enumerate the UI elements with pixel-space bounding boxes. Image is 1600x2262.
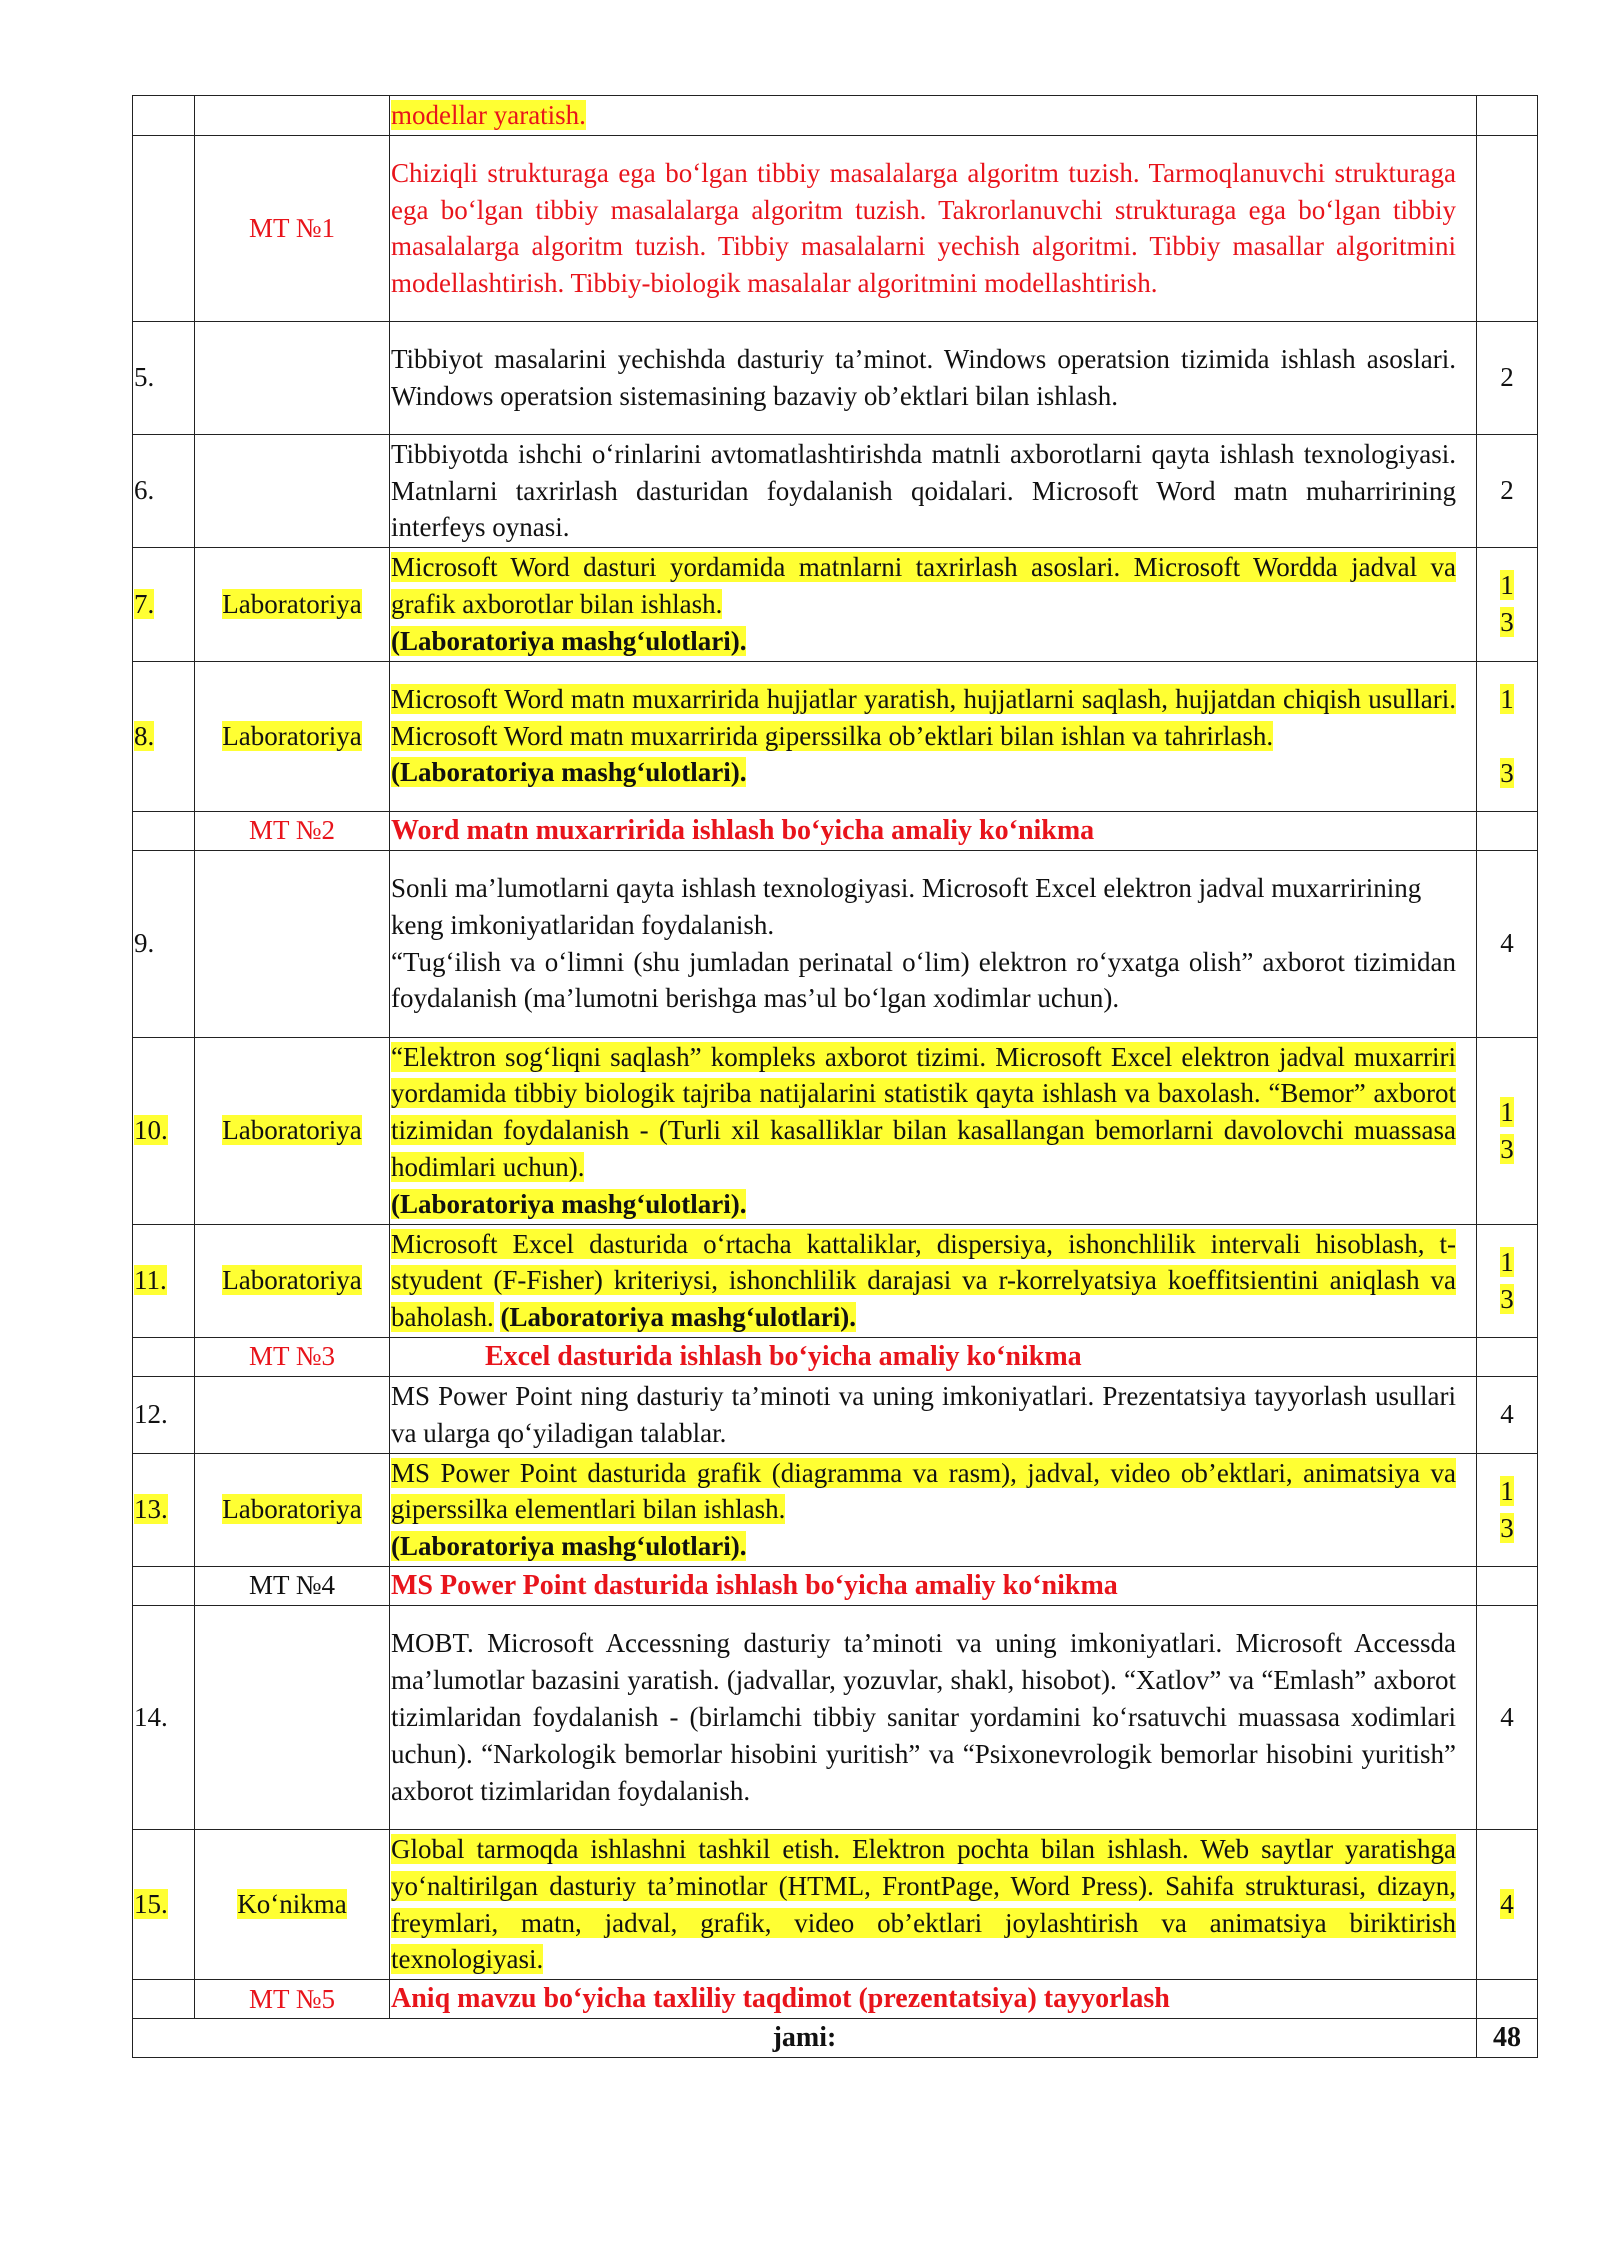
description-cell: MS Power Point ning dasturiy ta’minoti va uning imkoniyatlari. Prezentatsiya tayyorlash usullari va ularga qo‘yiladigan talablar. xyxy=(390,1376,1477,1453)
table-row xyxy=(133,1376,1538,1453)
type-cell xyxy=(195,661,390,811)
description-text: Global tarmoqda ishlashni tashkil etish. Elektron pochta bilan ishlash. Web saytlar yaratishga yo‘naltirilgan dasturiy ta’minotlar (HTML, FrontPage, Word Press). Sahifa strukturasi, dizayn, freymlari, matn, jadval, grafik, video ob’ektlari joylashtirish va animatsiya biriktirish texnologiyasi. xyxy=(391,1833,1456,1975)
type-cell xyxy=(195,548,390,661)
hours-cell xyxy=(1477,135,1538,321)
hours-cell: 4 xyxy=(1477,1605,1538,1829)
description-text: “Elektron sog‘liqni saqlash” kompleks axborot tizimi. Microsoft Excel elektron jadval muxarriri yordamida tibbiy biologik tajriba natijalarini statistik qayta ishlash va baxolash. “Bemor” axborot tizimidan foydalanish - (Turli xil kasalliklar bilan kasallangan bemorlarni davolovchi muassasa hodimlari uchun). xyxy=(391,1041,1456,1182)
description-cell xyxy=(390,135,1477,321)
total-label: jami: xyxy=(133,2019,1477,2058)
total-row xyxy=(133,2019,1538,2058)
table-row xyxy=(133,135,1538,321)
table-row xyxy=(133,321,1538,434)
hours-top: 1 xyxy=(1500,1246,1514,1277)
type-cell xyxy=(195,434,390,547)
table-row xyxy=(133,1605,1538,1829)
table-row xyxy=(133,1453,1538,1566)
type-cell: MT №4 xyxy=(195,1566,390,1605)
hours-value: 4 xyxy=(1500,1889,1514,1920)
hours-cell xyxy=(1477,1337,1538,1376)
type-cell xyxy=(195,1224,390,1337)
type-cell xyxy=(195,1376,390,1453)
num-cell: 14. xyxy=(133,1605,195,1829)
curriculum-table xyxy=(132,95,1538,2058)
table-row xyxy=(133,1224,1538,1337)
description-text: Chiziqli strukturaga ega bo‘lgan tibbiy masalalarga algoritm tuzish. Tarmoqlanuvchi strukturaga ega bo‘lgan tibbiy masalalarga algoritm tuzish. Takrorlanuvchi strukturaga ega bo‘lgan tibbiy masalalarga algoritm tuzish. Tibbiy masalalarni yechish algoritmi. Tibbiy masallar algoritmini modellashtirish. Tibbiy-biologik masalalar algoritmini modellashtirish. xyxy=(391,157,1456,299)
hours-top: 1 xyxy=(1500,570,1514,601)
row-number: 10. xyxy=(134,1115,168,1146)
lab-note: (Laboratoriya mashg‘ulotlari). xyxy=(391,757,747,788)
description-cell: MOBT. Microsoft Accessning dasturiy ta’minoti va uning imkoniyatlari. Microsoft Accessda ma’lumotlar bazasini yaratish. (jadvallar, yozuvlar, shakl, hisobot). “Xatlov” va “Emlash” axborot tizimlaridan foydalanish - (birlamchi tibbiy sanitar yordamini ko‘rsatuvchi muassasa xodimlari uchun). “Narkologik bemorlar hisobini yuritish” va “Psixonevrologik bemorlar hisobini yuritish” axborot tizimlaridan foydalanish. xyxy=(390,1605,1477,1829)
lab-note: (Laboratoriya mashg‘ulotlari). xyxy=(500,1302,856,1333)
lesson-type: Laboratoriya xyxy=(222,720,362,751)
description-cell xyxy=(390,96,1477,136)
num-cell: 9. xyxy=(133,850,195,1037)
type-cell: MT №5 xyxy=(195,1980,390,2019)
table-row xyxy=(133,1037,1538,1224)
hours-cell xyxy=(1477,1566,1538,1605)
description-cell: MS Power Point dasturida ishlash bo‘yicha amaliy ko‘nikma xyxy=(390,1566,1477,1605)
table-row xyxy=(133,661,1538,811)
description-cell xyxy=(390,661,1477,811)
table-row xyxy=(133,548,1538,661)
table-row xyxy=(133,1829,1538,1979)
num-cell xyxy=(133,1337,195,1376)
num-cell: 12. xyxy=(133,1376,195,1453)
description-cell: Word matn muxarririda ishlash bo‘yicha amaliy ko‘nikma xyxy=(390,811,1477,850)
type-cell xyxy=(195,1829,390,1979)
hours-cell: 2 xyxy=(1477,321,1538,434)
lesson-type: Laboratoriya xyxy=(222,1265,362,1296)
num-cell xyxy=(133,1566,195,1605)
hours-cell xyxy=(1477,1980,1538,2019)
lab-note: (Laboratoriya mashg‘ulotlari). xyxy=(391,625,747,656)
type-cell xyxy=(195,321,390,434)
lesson-type: Laboratoriya xyxy=(222,588,362,619)
hours-cell xyxy=(1477,661,1538,811)
hours-cell xyxy=(1477,1224,1538,1337)
num-cell xyxy=(133,548,195,661)
row-number: 11. xyxy=(134,1265,167,1296)
description-text: Microsoft Word dasturi yordamida matnlarni taxrirlash asoslari. Microsoft Wordda jadval va grafik axborotlar bilan ishlash. xyxy=(391,552,1456,619)
description-cell xyxy=(390,1037,1477,1224)
description-cell xyxy=(390,1829,1477,1979)
hours-bottom: 3 xyxy=(1500,1133,1514,1164)
description-cell xyxy=(390,1453,1477,1566)
row-number: 8. xyxy=(134,720,155,751)
hours-cell xyxy=(1477,96,1538,136)
hours-top: 1 xyxy=(1500,1096,1514,1127)
hours-top: 1 xyxy=(1500,1475,1514,1506)
type-cell: MT №1 xyxy=(195,135,390,321)
hours-cell xyxy=(1477,1037,1538,1224)
row-number: 13. xyxy=(134,1494,168,1525)
description-cell xyxy=(390,1224,1477,1337)
description-text: Microsoft Excel dasturida o‘rtacha kattaliklar, dispersiya, ishonchlilik intervali hisoblash, t-styudent (F-Fisher) kriteriysi, ishonchlilik darajasi va r-korrelyatsiya koeffitsientini aniqlash va baholash. xyxy=(391,1228,1456,1333)
description-text: MS Power Point dasturida grafik (diagramma va rasm), jadval, video ob’ektlari, animatsiya va giperssilka elementlari bilan ishlash. xyxy=(391,1457,1456,1525)
type-cell: MT №2 xyxy=(195,811,390,850)
description-cell: Tibbiyot masalarini yechishda dasturiy ta’minot. Windows operatsion tizimida ishlash asoslari. Windows operatsion sistemasining bazaviy ob’ektlari bilan ishlash. xyxy=(390,321,1477,434)
description-cell xyxy=(390,548,1477,661)
num-cell xyxy=(133,1829,195,1979)
description-cell: Excel dasturida ishlash bo‘yicha amaliy ko‘nikma xyxy=(390,1337,1477,1376)
description-text: Sonli ma’lumotlarni qayta ishlash texnologiyasi. Microsoft Excel elektron jadval muxarririning keng imkoniyatlaridan foydalanish. xyxy=(391,872,1422,940)
num-cell xyxy=(133,1980,195,2019)
type-cell xyxy=(195,96,390,136)
lab-note: (Laboratoriya mashg‘ulotlari). xyxy=(391,1188,747,1219)
total-value: 48 xyxy=(1477,2019,1538,2058)
lab-note: (Laboratoriya mashg‘ulotlari). xyxy=(391,1531,747,1562)
table-row xyxy=(133,1337,1538,1376)
num-cell xyxy=(133,135,195,321)
num-cell xyxy=(133,661,195,811)
table-row xyxy=(133,811,1538,850)
hours-bottom: 3 xyxy=(1500,1512,1514,1543)
num-cell xyxy=(133,1224,195,1337)
table-row xyxy=(133,1980,1538,2019)
description-text-2: “Tug‘ilish va o‘limni (shu jumladan perinatal o‘lim) elektron ro‘yxatga olish” axborot tizimidan foydalanish (ma’lumotni berishga mas’ul bo‘lgan xodimlar uchun). xyxy=(391,946,1456,1014)
hours-cell: 4 xyxy=(1477,1376,1538,1453)
description-text: Microsoft Word matn muxarririda hujjatlar yaratish, hujjatlarni saqlash, hujjatdan chiqish usullari. Microsoft Word matn muxarririda giperssilka ob’ektlari bilan ishlan va tahrirlash. xyxy=(391,683,1456,751)
num-cell: 6. xyxy=(133,434,195,547)
type-cell xyxy=(195,1037,390,1224)
table-row xyxy=(133,96,1538,136)
table-row xyxy=(133,434,1538,547)
num-cell xyxy=(133,1453,195,1566)
lesson-type: Laboratoriya xyxy=(222,1115,362,1146)
table-row xyxy=(133,1566,1538,1605)
hours-bottom: 3 xyxy=(1500,757,1514,788)
type-cell xyxy=(195,1453,390,1566)
num-cell xyxy=(133,811,195,850)
hours-top: 1 xyxy=(1500,683,1514,714)
table-row xyxy=(133,850,1538,1037)
hours-cell xyxy=(1477,811,1538,850)
lesson-type: Laboratoriya xyxy=(222,1494,362,1525)
hours-bottom: 3 xyxy=(1500,1283,1514,1314)
hours-cell: 4 xyxy=(1477,850,1538,1037)
type-cell xyxy=(195,1605,390,1829)
description-cell: Tibbiyotda ishchi o‘rinlarini avtomatlashtirishda matnli axborotlarni qayta ishlash texnologiyasi. Matnlarni taxrirlash dasturidan foydalanish qoidalari. Microsoft Word matn muharririning interfeys oynasi. xyxy=(390,434,1477,547)
type-cell xyxy=(195,850,390,1037)
num-cell xyxy=(133,96,195,136)
description-text: modellar yaratish. xyxy=(391,100,586,130)
lesson-type: Ko‘nikma xyxy=(237,1889,347,1920)
hours-cell xyxy=(1477,548,1538,661)
hours-cell xyxy=(1477,1829,1538,1979)
hours-bottom: 3 xyxy=(1500,607,1514,638)
hours-cell: 2 xyxy=(1477,434,1538,547)
description-cell: Aniq mavzu bo‘yicha taxliliy taqdimot (prezentatsiya) tayyorlash xyxy=(390,1980,1477,2019)
description-cell xyxy=(390,850,1477,1037)
row-number: 15. xyxy=(134,1889,168,1920)
type-cell: MT №3 xyxy=(195,1337,390,1376)
num-cell: 5. xyxy=(133,321,195,434)
num-cell xyxy=(133,1037,195,1224)
hours-cell xyxy=(1477,1453,1538,1566)
row-number: 7. xyxy=(134,588,155,619)
